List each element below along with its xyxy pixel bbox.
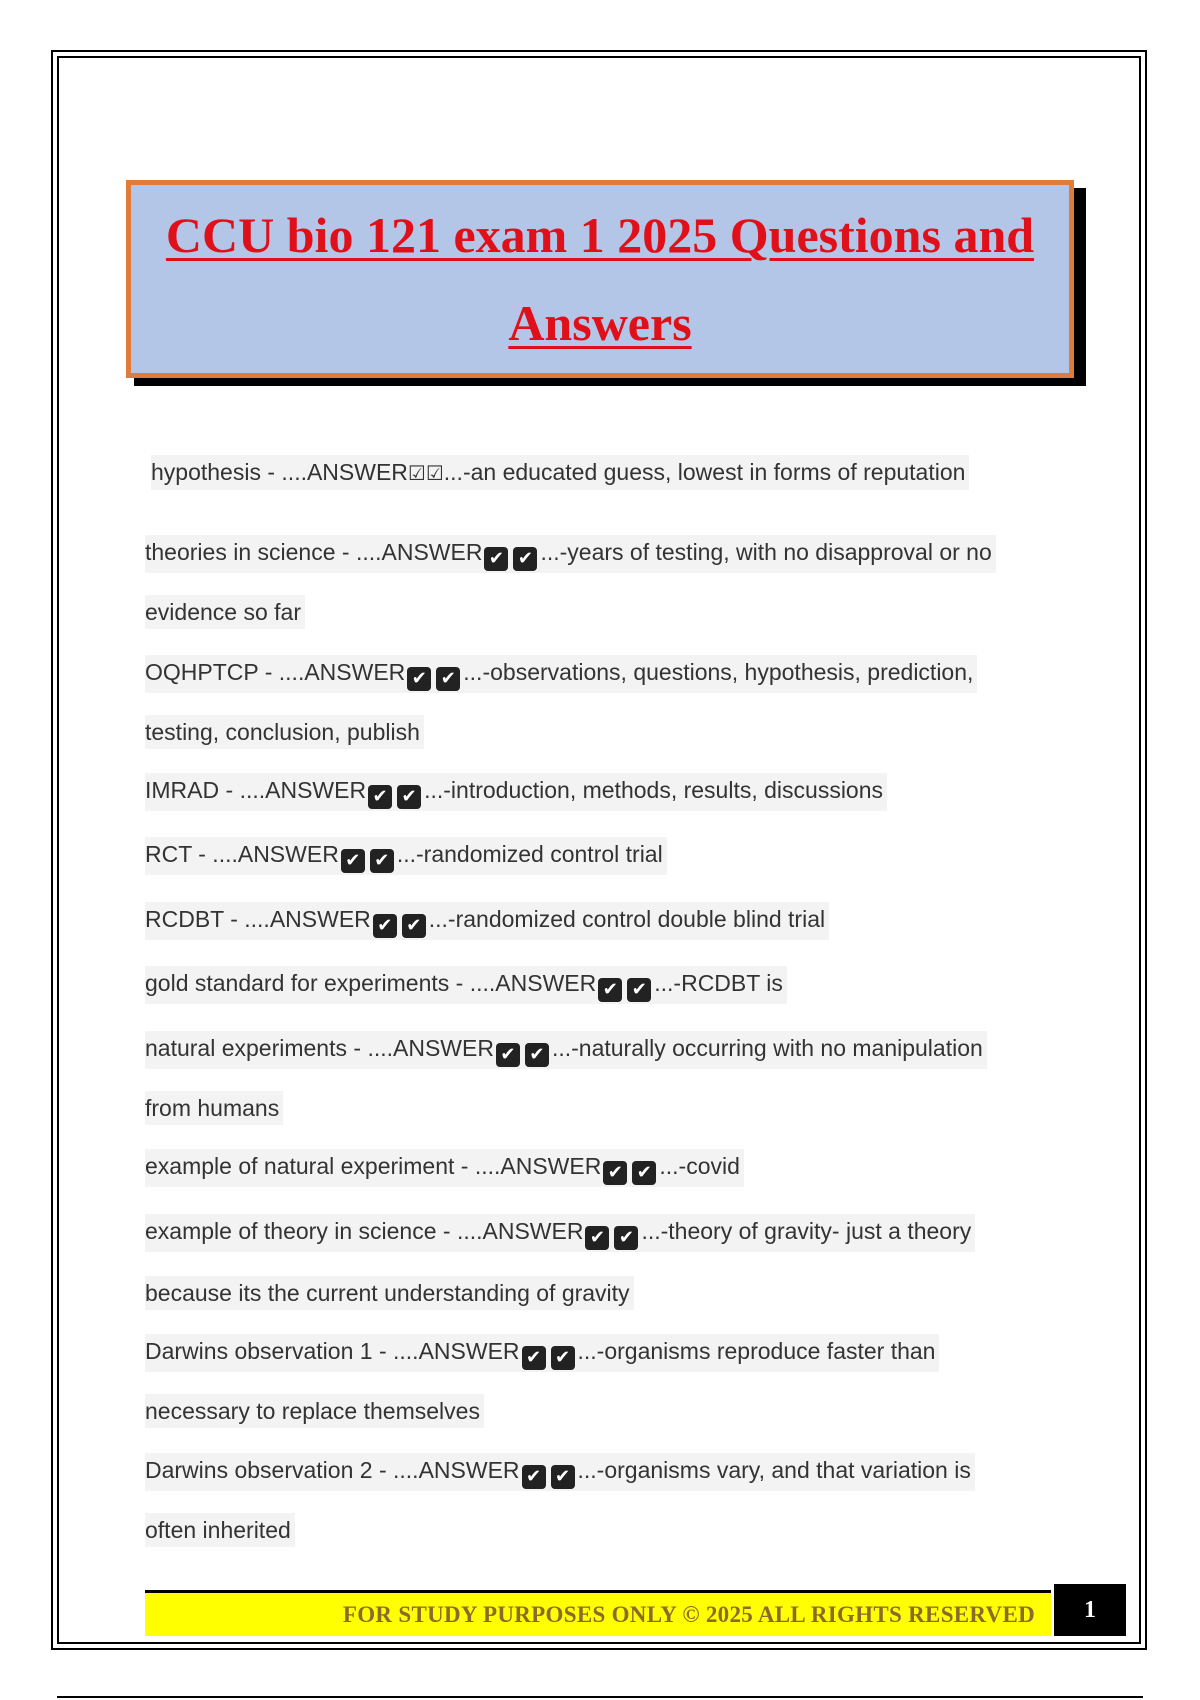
answer-separator-suffix: ...- <box>577 1457 605 1483</box>
check-mark-icon: ✔ <box>397 785 421 809</box>
qa-entry-line <box>145 655 977 693</box>
check-mark-icon: ✔ <box>436 667 460 691</box>
answer-separator: - ....ANSWER <box>372 1457 520 1483</box>
answer-separator-suffix: ...- <box>659 1153 687 1179</box>
qa-answer: randomized control double blind trial <box>455 906 826 932</box>
check-mark-icon: ✔ <box>373 914 397 938</box>
check-mark-icon: ✔ <box>598 978 622 1002</box>
qa-entry-line <box>145 535 996 573</box>
check-mark-icon: ✔ <box>614 1226 638 1250</box>
answer-separator: - ....ANSWER <box>372 1338 520 1364</box>
answer-separator: - ....ANSWER <box>436 1218 584 1244</box>
qa-entry-line <box>145 966 787 1004</box>
check-mark-icon: ✔ <box>522 1465 546 1489</box>
qa-entry-line <box>151 455 969 490</box>
qa-answer-continuation: evidence so far <box>145 595 305 629</box>
qa-answer-continuation: from humans <box>145 1091 283 1125</box>
qa-term: hypothesis <box>151 459 261 485</box>
answer-separator-suffix: ...- <box>428 906 456 932</box>
qa-entry-line <box>145 837 667 875</box>
answer-separator-suffix: ...- <box>540 539 568 565</box>
qa-answer: organisms vary, and that variation is <box>604 1457 971 1483</box>
qa-entry-line <box>145 773 887 811</box>
qa-term: gold standard for experiments <box>145 970 450 996</box>
answer-separator: - ....ANSWER <box>219 777 367 803</box>
qa-answer-continuation: often inherited <box>145 1513 295 1547</box>
qa-answer-continuation: necessary to replace themselves <box>145 1394 484 1428</box>
qa-term: RCT <box>145 841 192 867</box>
qa-answer: naturally occurring with no manipulation <box>578 1035 983 1061</box>
answer-separator-suffix: ...- <box>641 1218 669 1244</box>
checkbox-icon: ☑☑ <box>407 461 444 485</box>
document-title-line-1: CCU bio 121 exam 1 2025 Questions and <box>165 207 1035 263</box>
answer-separator: - ....ANSWER <box>191 841 339 867</box>
qa-answer: observations, questions, hypothesis, prediction, <box>490 659 974 685</box>
check-mark-icon: ✔ <box>513 547 537 571</box>
qa-answer: theory of gravity- just a theory <box>668 1218 972 1244</box>
qa-answer-continuation: testing, conclusion, publish <box>145 715 424 749</box>
answer-separator-suffix: ...- <box>654 970 682 996</box>
answer-separator-suffix: ...- <box>443 459 471 485</box>
title-box <box>126 180 1074 378</box>
check-mark-icon: ✔ <box>603 1161 627 1185</box>
qa-entry-line <box>145 1453 975 1491</box>
check-mark-icon: ✔ <box>402 914 426 938</box>
answer-separator: - ....ANSWER <box>335 539 483 565</box>
answer-separator-suffix: ...- <box>463 659 491 685</box>
qa-entry-line <box>145 1149 744 1187</box>
check-mark-icon: ✔ <box>370 849 394 873</box>
qa-entry-line <box>145 1214 975 1252</box>
check-mark-icon: ✔ <box>525 1043 549 1067</box>
qa-answer: years of testing, with no disapproval or no <box>567 539 992 565</box>
qa-term: example of theory in science <box>145 1218 437 1244</box>
qa-term: IMRAD <box>145 777 220 803</box>
qa-answer: organisms reproduce faster than <box>604 1338 936 1364</box>
qa-term: Darwins observation 2 <box>145 1457 373 1483</box>
bottom-rule <box>57 1696 1143 1698</box>
qa-answer: RCDBT is <box>681 970 783 996</box>
answer-separator-suffix: ...- <box>396 841 424 867</box>
answer-separator: - ....ANSWER <box>223 906 371 932</box>
check-mark-icon: ✔ <box>496 1043 520 1067</box>
answer-separator-suffix: ...- <box>424 777 451 803</box>
document-title-line-2: Answers <box>508 295 692 351</box>
page-number: 1 <box>1084 1596 1096 1623</box>
check-mark-icon: ✔ <box>522 1346 546 1370</box>
qa-term: OQHPTCP <box>145 659 259 685</box>
qa-answer: randomized control trial <box>423 841 663 867</box>
answer-separator: - ....ANSWER <box>454 1153 602 1179</box>
check-mark-icon: ✔ <box>585 1226 609 1250</box>
answer-separator-suffix: ...- <box>577 1338 605 1364</box>
answer-separator: - ....ANSWER <box>260 459 408 485</box>
qa-answer-continuation: because its the current understanding of gravity <box>145 1276 634 1310</box>
qa-term: Darwins observation 1 <box>145 1338 373 1364</box>
qa-term: theories in science <box>145 539 336 565</box>
qa-entry-line <box>145 1334 939 1372</box>
check-mark-icon: ✔ <box>368 785 392 809</box>
qa-term: example of natural experiment <box>145 1153 455 1179</box>
answer-separator: - ....ANSWER <box>449 970 597 996</box>
qa-entry-line <box>145 902 829 940</box>
answer-separator: - ....ANSWER <box>258 659 406 685</box>
footer-bar <box>145 1590 1051 1636</box>
answer-separator-suffix: ...- <box>551 1035 579 1061</box>
answer-separator: - ....ANSWER <box>347 1035 494 1061</box>
check-mark-icon: ✔ <box>551 1346 575 1370</box>
qa-answer: covid <box>686 1153 740 1179</box>
check-mark-icon: ✔ <box>407 667 431 691</box>
check-mark-icon: ✔ <box>341 849 365 873</box>
footer-text: FOR STUDY PURPOSES ONLY © 2025 ALL RIGHTS RESERVED <box>342 1601 1035 1627</box>
qa-answer: introduction, methods, results, discussions <box>450 777 884 803</box>
check-mark-icon: ✔ <box>484 547 508 571</box>
page-number-box <box>1054 1584 1126 1636</box>
qa-answer: an educated guess, lowest in forms of reputation <box>470 459 966 485</box>
qa-term: natural experiments <box>145 1035 347 1061</box>
qa-entry-line <box>145 1031 987 1069</box>
check-mark-icon: ✔ <box>627 978 651 1002</box>
check-mark-icon: ✔ <box>551 1465 575 1489</box>
check-mark-icon: ✔ <box>632 1161 656 1185</box>
qa-term: RCDBT <box>145 906 224 932</box>
